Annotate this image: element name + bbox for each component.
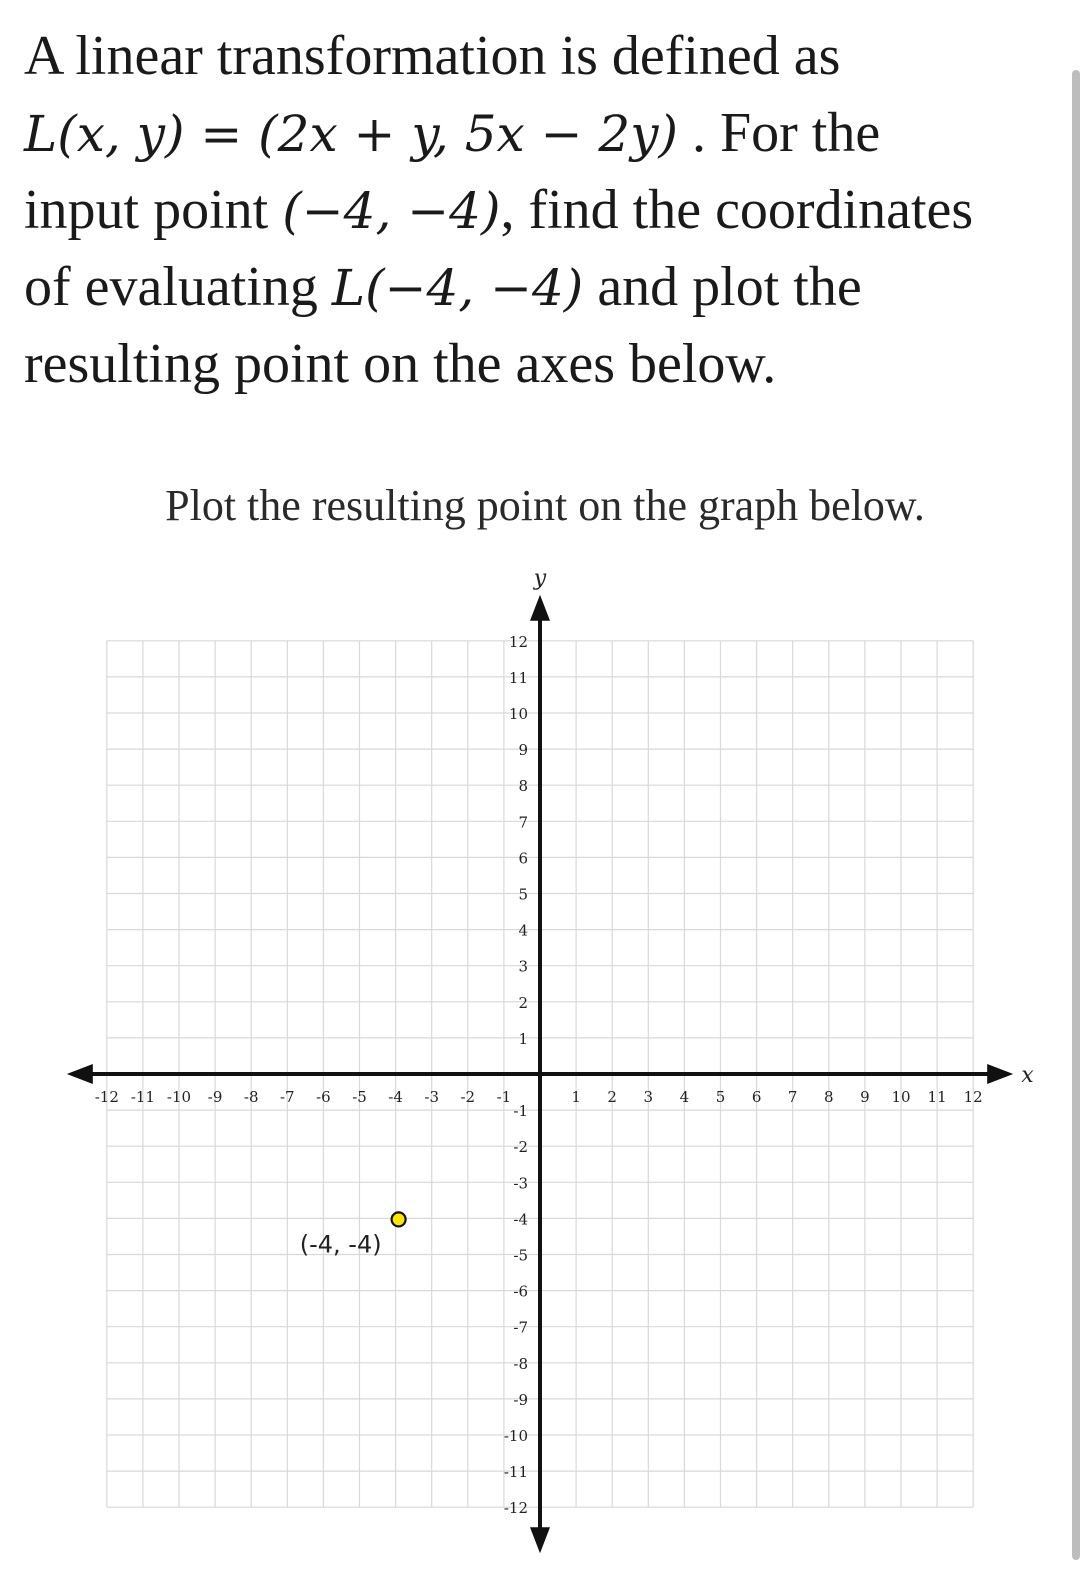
y-tick-label: -8: [513, 1354, 528, 1373]
x-tick-label: -11: [130, 1088, 155, 1106]
x-tick-label: -7: [279, 1088, 295, 1106]
x-tick-label: -2: [460, 1088, 476, 1106]
x-axis-arrow-right: [987, 1064, 1013, 1084]
y-tick-label: 11: [508, 668, 528, 687]
x-tick-label: -6: [316, 1088, 331, 1106]
evaluation-expression: L(−4, −4): [331, 259, 584, 317]
y-tick-label: -4: [513, 1210, 528, 1229]
y-tick-label: 7: [518, 813, 528, 832]
x-tick-label: 6: [751, 1088, 762, 1106]
plotted-point-label: (-4, -4): [299, 1230, 382, 1259]
y-tick-label: -3: [513, 1174, 528, 1193]
x-tick-label: 4: [679, 1088, 690, 1106]
x-tick-label: -5: [352, 1088, 367, 1106]
x-tick-label: -3: [424, 1088, 440, 1106]
y-tick-label: -6: [513, 1282, 528, 1301]
y-tick-label: 3: [518, 957, 528, 976]
problem-line-1: A linear transformation is defined as: [24, 25, 841, 87]
y-tick-label: -2: [513, 1138, 528, 1157]
x-tick-label: 3: [643, 1088, 654, 1106]
transformation-formula: L(x, y) = (2x + y, 5x − 2y): [24, 105, 678, 163]
problem-line-5: resulting point on the axes below.: [24, 333, 777, 395]
x-tick-label: 9: [860, 1088, 870, 1106]
y-tick-label: 4: [518, 921, 528, 940]
y-tick-label: 2: [518, 993, 528, 1012]
x-axis-arrow-left: [67, 1064, 93, 1084]
x-axis-label: x: [1021, 1063, 1034, 1088]
y-tick-label: 10: [508, 705, 528, 723]
problem-text: . For the: [677, 102, 881, 164]
problem-text: of evaluating: [24, 256, 332, 318]
y-axis-arrow-bottom: [530, 1527, 550, 1553]
y-tick-label: -11: [503, 1463, 528, 1482]
problem-text: , find the coordinates: [500, 179, 974, 241]
y-tick-label: -10: [503, 1427, 528, 1445]
x-tick-label: -9: [207, 1088, 223, 1106]
plot-instruction: Plot the resulting point on the graph below.: [165, 481, 925, 530]
x-tick-label: -1: [496, 1088, 512, 1106]
x-tick-label: -12: [94, 1088, 119, 1106]
x-tick-label: 12: [963, 1088, 983, 1106]
y-tick-label: -1: [513, 1102, 528, 1121]
y-tick-label: -9: [513, 1390, 528, 1409]
y-tick-label: 1: [518, 1029, 528, 1048]
y-tick-label: -5: [513, 1246, 528, 1265]
x-tick-label: -10: [166, 1088, 192, 1106]
y-tick-label: -12: [503, 1499, 528, 1518]
y-tick-label: 5: [518, 885, 528, 904]
x-tick-label: 1: [571, 1088, 581, 1106]
y-tick-label: 6: [518, 849, 528, 868]
x-tick-label: 5: [715, 1088, 726, 1106]
x-tick-label: 11: [927, 1088, 947, 1106]
x-tick-label: -4: [388, 1088, 403, 1106]
problem-text: and plot the: [583, 256, 862, 318]
plotted-point[interactable]: [392, 1212, 406, 1226]
problem-text: input point: [24, 179, 283, 241]
x-tick-label: 2: [607, 1088, 617, 1106]
x-tick-label: 10: [891, 1088, 911, 1106]
x-tick-label: 7: [787, 1088, 798, 1106]
x-tick-label: -8: [243, 1088, 259, 1106]
y-axis-label: y: [533, 565, 547, 591]
y-axis-arrow-top: [530, 595, 550, 621]
y-tick-label: 8: [518, 777, 528, 796]
y-tick-label: 12: [508, 632, 528, 651]
y-tick-label: -7: [513, 1318, 528, 1337]
x-tick-label: 8: [824, 1088, 834, 1106]
y-tick-label: 9: [518, 741, 528, 760]
input-point: (−4, −4): [282, 182, 501, 240]
scrollbar[interactable]: [1072, 70, 1080, 1560]
